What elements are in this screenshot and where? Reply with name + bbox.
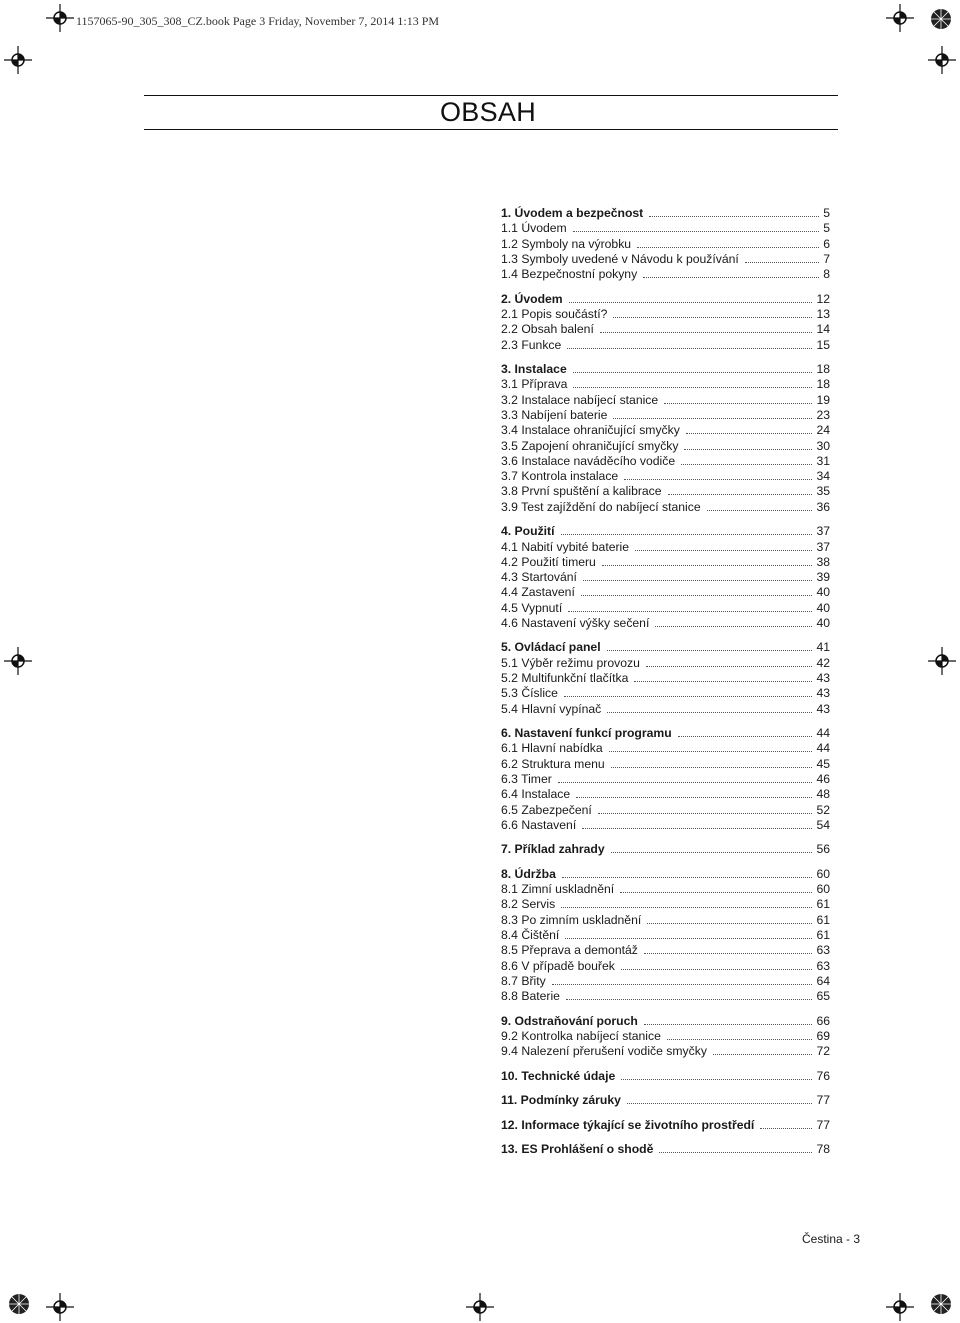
toc-entry-label: 8.1 Zimní uskladnění bbox=[501, 882, 615, 897]
toc-page-number: 46 bbox=[816, 772, 830, 787]
title-rule-bottom bbox=[144, 129, 838, 130]
dot-leader bbox=[561, 907, 812, 908]
toc-entry-label: 9.4 Nalezení přerušení vodiče smyčky bbox=[501, 1044, 707, 1059]
page-footer: Čestina - 3 bbox=[802, 1232, 861, 1246]
toc-section-heading[interactable] bbox=[501, 1069, 830, 1084]
dot-leader bbox=[573, 387, 812, 388]
toc-section-heading[interactable] bbox=[501, 524, 830, 539]
toc-entry-label: 6.3 Timer bbox=[501, 772, 552, 787]
toc-page-number: 23 bbox=[816, 407, 830, 422]
toc-entry-label: 1.3 Symboly uvedené v Návodu k používání bbox=[501, 251, 739, 266]
toc-entry[interactable] bbox=[501, 500, 830, 515]
dot-leader bbox=[621, 969, 813, 970]
dot-leader bbox=[649, 216, 819, 217]
crosshair-registration-mark-icon bbox=[466, 1293, 494, 1321]
toc-section-heading[interactable] bbox=[501, 292, 830, 307]
crosshair-registration-mark-icon bbox=[46, 4, 74, 32]
dot-leader bbox=[607, 650, 813, 651]
toc-entry[interactable] bbox=[501, 913, 830, 928]
section-gap bbox=[501, 1109, 830, 1118]
dot-leader bbox=[644, 1024, 813, 1025]
toc-page-number: 36 bbox=[816, 499, 830, 514]
dot-leader bbox=[576, 797, 812, 798]
toc-entry-label: 4.4 Zastavení bbox=[501, 585, 575, 600]
toc-entry[interactable] bbox=[501, 377, 830, 392]
toc-entry-label: 4.3 Startování bbox=[501, 570, 577, 585]
section-gap bbox=[501, 717, 830, 726]
dot-leader bbox=[684, 449, 812, 450]
star-target-mark-icon bbox=[930, 8, 952, 30]
dot-leader bbox=[664, 403, 812, 404]
toc-entry-label: 5.2 Multifunkční tlačítka bbox=[501, 671, 629, 686]
toc-page-number: 39 bbox=[816, 570, 830, 585]
dot-leader bbox=[634, 681, 812, 682]
toc-entry[interactable] bbox=[501, 221, 830, 236]
toc-entry-label: 5.4 Hlavní vypínač bbox=[501, 701, 602, 716]
toc-entry[interactable] bbox=[501, 570, 830, 585]
toc-entry-label: 4. Použití bbox=[501, 524, 555, 539]
toc-entry[interactable] bbox=[501, 322, 830, 337]
toc-entry-label: 3.2 Instalace nabíjecí stanice bbox=[501, 392, 659, 407]
toc-entry-label: 8.8 Baterie bbox=[501, 989, 560, 1004]
dot-leader bbox=[655, 626, 812, 627]
toc-entry[interactable] bbox=[501, 237, 830, 252]
dot-leader bbox=[620, 892, 812, 893]
toc-entry-label: 4.1 Nabití vybité baterie bbox=[501, 539, 630, 554]
toc-entry[interactable] bbox=[501, 393, 830, 408]
toc-page-number: 56 bbox=[816, 842, 830, 857]
toc-entry-label: 7. Příklad zahrady bbox=[501, 842, 605, 857]
toc-entry[interactable] bbox=[501, 454, 830, 469]
toc-section-heading[interactable] bbox=[501, 842, 830, 857]
dot-leader bbox=[564, 696, 813, 697]
dot-leader bbox=[582, 828, 812, 829]
toc-page-number: 43 bbox=[816, 686, 830, 701]
dot-leader bbox=[611, 852, 813, 853]
dot-leader bbox=[613, 317, 812, 318]
toc-entry-label: 6.2 Struktura menu bbox=[501, 756, 605, 771]
toc-entry[interactable] bbox=[501, 671, 830, 686]
dot-leader bbox=[583, 580, 813, 581]
toc-section-heading[interactable] bbox=[501, 1118, 830, 1133]
toc-entry[interactable] bbox=[501, 928, 830, 943]
toc-entry[interactable] bbox=[501, 616, 830, 631]
toc-entry[interactable] bbox=[501, 423, 830, 438]
crosshair-registration-mark-icon bbox=[4, 647, 32, 675]
toc-entry-label: 1.1 Úvodem bbox=[501, 221, 567, 236]
toc-entry-label: 4.6 Nastavení výšky sečení bbox=[501, 615, 650, 630]
toc-page-number: 65 bbox=[816, 989, 830, 1004]
toc-entry-label: 3.8 První spuštění a kalibrace bbox=[501, 484, 662, 499]
toc-page-number: 38 bbox=[816, 554, 830, 569]
toc-entry-label: 8.7 Břity bbox=[501, 973, 546, 988]
toc-entry-label: 3.9 Test zajíždění do nabíjecí stanice bbox=[501, 499, 701, 514]
toc-page-number: 31 bbox=[816, 453, 830, 468]
toc-page-number: 42 bbox=[816, 655, 830, 670]
toc-entry[interactable] bbox=[501, 757, 830, 772]
dot-leader bbox=[681, 464, 812, 465]
section-gap bbox=[501, 1133, 830, 1142]
toc-entry[interactable] bbox=[501, 540, 830, 555]
toc-entry[interactable] bbox=[501, 686, 830, 701]
section-gap bbox=[501, 858, 830, 867]
toc-entry-label: 4.2 Použití timeru bbox=[501, 554, 596, 569]
section-gap bbox=[501, 631, 830, 640]
dot-leader bbox=[565, 938, 812, 939]
toc-entry-label: 3.7 Kontrola instalace bbox=[501, 469, 619, 484]
toc-page-number: 48 bbox=[816, 787, 830, 802]
toc-entry-label: 3.4 Instalace ohraničující smyčky bbox=[501, 423, 680, 438]
toc-page-number: 12 bbox=[816, 291, 830, 306]
dot-leader bbox=[644, 953, 813, 954]
dot-leader bbox=[609, 751, 813, 752]
toc-entry[interactable] bbox=[501, 656, 830, 671]
toc-entry-label: 8.2 Servis bbox=[501, 897, 556, 912]
toc-page-number: 13 bbox=[816, 306, 830, 321]
toc-page-number: 61 bbox=[816, 897, 830, 912]
toc-entry-label: 3. Instalace bbox=[501, 362, 567, 377]
toc-entry-label: 2.3 Funkce bbox=[501, 337, 562, 352]
toc-entry-label: 4.5 Vypnutí bbox=[501, 600, 563, 615]
toc-entry-label: 2. Úvodem bbox=[501, 291, 563, 306]
toc-entry-label: 13. ES Prohlášení o shodě bbox=[501, 1142, 654, 1157]
toc-entry[interactable] bbox=[501, 787, 830, 802]
toc-page-number: 60 bbox=[816, 882, 830, 897]
dot-leader bbox=[659, 1152, 812, 1153]
dot-leader bbox=[562, 877, 813, 878]
title-rule-top bbox=[144, 95, 838, 96]
toc-page-number: 76 bbox=[816, 1068, 830, 1083]
section-gap bbox=[501, 515, 830, 524]
toc-entry[interactable] bbox=[501, 741, 830, 756]
toc-entry-label: 8.5 Přeprava a demontáž bbox=[501, 943, 638, 958]
toc-entry-label: 10. Technické údaje bbox=[501, 1068, 616, 1083]
dot-leader bbox=[568, 611, 812, 612]
crosshair-registration-mark-icon bbox=[928, 647, 956, 675]
toc-entry[interactable] bbox=[501, 408, 830, 423]
toc-entry[interactable] bbox=[501, 252, 830, 267]
toc-entry-label: 2.1 Popis součástí? bbox=[501, 306, 608, 321]
dot-leader bbox=[668, 494, 813, 495]
toc-page-number: 64 bbox=[816, 973, 830, 988]
toc-page-number: 61 bbox=[816, 912, 830, 927]
dot-leader bbox=[607, 712, 812, 713]
dot-leader bbox=[573, 231, 820, 232]
toc-entry[interactable] bbox=[501, 338, 830, 353]
toc-entry-label: 8. Údržba bbox=[501, 866, 556, 881]
toc-entry-label: 8.4 Čištění bbox=[501, 928, 560, 943]
dot-leader bbox=[613, 418, 812, 419]
toc-page-number: 5 bbox=[823, 221, 830, 236]
toc-page-number: 37 bbox=[816, 524, 830, 539]
toc-entry[interactable] bbox=[501, 772, 830, 787]
dot-leader bbox=[637, 247, 819, 248]
toc-page-number: 35 bbox=[816, 484, 830, 499]
toc-section-heading[interactable] bbox=[501, 1014, 830, 1029]
toc-section-heading[interactable] bbox=[501, 362, 830, 377]
dot-leader bbox=[686, 433, 813, 434]
toc-page-number: 18 bbox=[816, 377, 830, 392]
toc-entry-label: 1. Úvodem a bezpečnost bbox=[501, 206, 644, 220]
toc-page-number: 40 bbox=[816, 600, 830, 615]
toc-entry[interactable] bbox=[501, 897, 830, 912]
toc-entry-label: 6. Nastavení funkcí programu bbox=[501, 726, 672, 741]
toc-entry-label: 3.6 Instalace naváděcího vodiče bbox=[501, 453, 676, 468]
toc-page-number: 37 bbox=[816, 539, 830, 554]
dot-leader bbox=[707, 510, 813, 511]
toc-page-number: 44 bbox=[816, 726, 830, 741]
toc-entry[interactable] bbox=[501, 469, 830, 484]
toc-page-number: 44 bbox=[816, 741, 830, 756]
toc-page-number: 8 bbox=[823, 267, 830, 282]
toc-entry-label: 3.1 Příprava bbox=[501, 377, 568, 392]
crosshair-registration-mark-icon bbox=[928, 46, 956, 74]
toc-entry-label: 8.3 Po zimním uskladnění bbox=[501, 912, 642, 927]
toc-page-number: 40 bbox=[816, 615, 830, 630]
dot-leader bbox=[573, 372, 813, 373]
toc-entry[interactable] bbox=[501, 484, 830, 499]
section-gap bbox=[501, 833, 830, 842]
dot-leader bbox=[624, 479, 812, 480]
star-target-mark-icon bbox=[930, 1293, 952, 1315]
toc-page-number: 77 bbox=[816, 1117, 830, 1132]
toc-entry[interactable] bbox=[501, 882, 830, 897]
toc-entry[interactable] bbox=[501, 267, 830, 282]
print-header: 1157065-90_305_308_CZ.book Page 3 Friday, November 7, 2014 1:13 PM bbox=[76, 14, 440, 28]
toc-page-number: 63 bbox=[816, 943, 830, 958]
toc-section-heading[interactable] bbox=[501, 726, 830, 741]
toc-page-number: 60 bbox=[816, 866, 830, 881]
toc-page-number: 43 bbox=[816, 701, 830, 716]
toc-page-number: 63 bbox=[816, 958, 830, 973]
section-gap bbox=[501, 1084, 830, 1093]
crosshair-registration-mark-icon bbox=[886, 1293, 914, 1321]
crosshair-registration-mark-icon bbox=[4, 46, 32, 74]
toc-entry[interactable] bbox=[501, 601, 830, 616]
dot-leader bbox=[646, 666, 813, 667]
dot-leader bbox=[561, 534, 813, 535]
dot-leader bbox=[552, 984, 813, 985]
toc-page-number: 54 bbox=[816, 817, 830, 832]
toc-page-number: 77 bbox=[816, 1093, 830, 1108]
toc-entry[interactable] bbox=[501, 439, 830, 454]
toc-page-number: 61 bbox=[816, 928, 830, 943]
toc-page-number: 52 bbox=[816, 802, 830, 817]
dot-leader bbox=[598, 813, 813, 814]
toc-entry-label: 6.5 Zabezpečení bbox=[501, 802, 592, 817]
toc-page-number: 30 bbox=[816, 438, 830, 453]
toc-page-number: 43 bbox=[816, 671, 830, 686]
toc-page-number: 45 bbox=[816, 756, 830, 771]
dot-leader bbox=[635, 550, 812, 551]
toc-entry[interactable] bbox=[501, 989, 830, 1004]
toc-entry-label: 6.6 Nastavení bbox=[501, 817, 577, 832]
toc-section-heading[interactable] bbox=[501, 640, 830, 655]
dot-leader bbox=[567, 348, 812, 349]
toc-page-number: 72 bbox=[816, 1044, 830, 1059]
toc-entry-label: 6.1 Hlavní nabídka bbox=[501, 741, 603, 756]
toc-section-heading[interactable] bbox=[501, 1142, 830, 1157]
dot-leader bbox=[569, 302, 813, 303]
toc-entry[interactable] bbox=[501, 803, 830, 818]
toc-entry[interactable] bbox=[501, 307, 830, 322]
crosshair-registration-mark-icon bbox=[46, 1293, 74, 1321]
toc-page-number: 34 bbox=[816, 469, 830, 484]
toc-section-heading[interactable] bbox=[501, 867, 830, 882]
toc-entry[interactable] bbox=[501, 959, 830, 974]
dot-leader bbox=[713, 1054, 813, 1055]
toc-entry-label: 2.2 Obsah balení bbox=[501, 322, 594, 337]
dot-leader bbox=[643, 277, 819, 278]
dot-leader bbox=[647, 923, 812, 924]
toc-entry-label: 1.4 Bezpečnostní pokyny bbox=[501, 267, 638, 282]
dot-leader bbox=[581, 595, 813, 596]
dot-leader bbox=[558, 782, 813, 783]
page-title: OBSAH bbox=[440, 97, 537, 127]
toc-page-number: 78 bbox=[816, 1142, 830, 1157]
dot-leader bbox=[760, 1128, 812, 1129]
toc-page-number: 14 bbox=[816, 322, 830, 337]
toc-entry[interactable] bbox=[501, 1029, 830, 1044]
toc-page-number: 5 bbox=[823, 206, 830, 220]
toc-page-number: 6 bbox=[823, 236, 830, 251]
toc-page-number: 18 bbox=[816, 362, 830, 377]
toc-entry-label: 3.3 Nabíjení baterie bbox=[501, 407, 608, 422]
toc-entry-label: 9. Odstraňování poruch bbox=[501, 1013, 638, 1028]
dot-leader bbox=[627, 1103, 813, 1104]
section-gap bbox=[501, 1060, 830, 1069]
dot-leader bbox=[621, 1079, 812, 1080]
star-target-mark-icon bbox=[8, 1293, 30, 1315]
section-gap bbox=[501, 353, 830, 362]
toc-entry[interactable] bbox=[501, 702, 830, 717]
toc-entry-label: 11. Podmínky záruky bbox=[501, 1093, 621, 1108]
section-gap bbox=[501, 282, 830, 291]
crosshair-registration-mark-icon bbox=[886, 4, 914, 32]
toc-entry-label: 1.2 Symboly na výrobku bbox=[501, 236, 632, 251]
toc-section-heading[interactable] bbox=[501, 1093, 830, 1108]
dot-leader bbox=[611, 767, 813, 768]
toc-entry[interactable] bbox=[501, 1044, 830, 1059]
dot-leader bbox=[602, 565, 813, 566]
toc-entry[interactable] bbox=[501, 818, 830, 833]
toc-entry-label: 12. Informace týkající se životního prostředí bbox=[501, 1117, 755, 1132]
dot-leader bbox=[745, 262, 819, 263]
toc-section-heading[interactable] bbox=[501, 206, 830, 221]
dot-leader bbox=[566, 999, 812, 1000]
dot-leader bbox=[678, 736, 813, 737]
toc-entry[interactable] bbox=[501, 943, 830, 958]
toc-page-number: 24 bbox=[816, 423, 830, 438]
dot-leader bbox=[600, 332, 813, 333]
toc-entry[interactable] bbox=[501, 555, 830, 570]
toc-entry-label: 9.2 Kontrolka nabíjecí stanice bbox=[501, 1029, 661, 1044]
toc-entry-label: 6.4 Instalace bbox=[501, 787, 571, 802]
toc-entry-label: 5.3 Číslice bbox=[501, 686, 558, 701]
table-of-contents bbox=[501, 206, 830, 1158]
toc-page-number: 7 bbox=[823, 251, 830, 266]
toc-entry[interactable] bbox=[501, 974, 830, 989]
section-gap bbox=[501, 1005, 830, 1014]
toc-page-number: 69 bbox=[816, 1029, 830, 1044]
toc-entry-label: 8.6 V případě bouřek bbox=[501, 958, 615, 973]
toc-entry-label: 5.1 Výběr režimu provozu bbox=[501, 655, 640, 670]
toc-page-number: 19 bbox=[816, 392, 830, 407]
toc-page-number: 40 bbox=[816, 585, 830, 600]
dot-leader bbox=[667, 1039, 813, 1040]
toc-page-number: 41 bbox=[816, 640, 830, 655]
toc-page-number: 66 bbox=[816, 1013, 830, 1028]
toc-entry-label: 5. Ovládací panel bbox=[501, 640, 601, 655]
toc-entry[interactable] bbox=[501, 585, 830, 600]
toc-entry-label: 3.5 Zapojení ohraničující smyčky bbox=[501, 438, 679, 453]
toc-page-number: 15 bbox=[816, 337, 830, 352]
